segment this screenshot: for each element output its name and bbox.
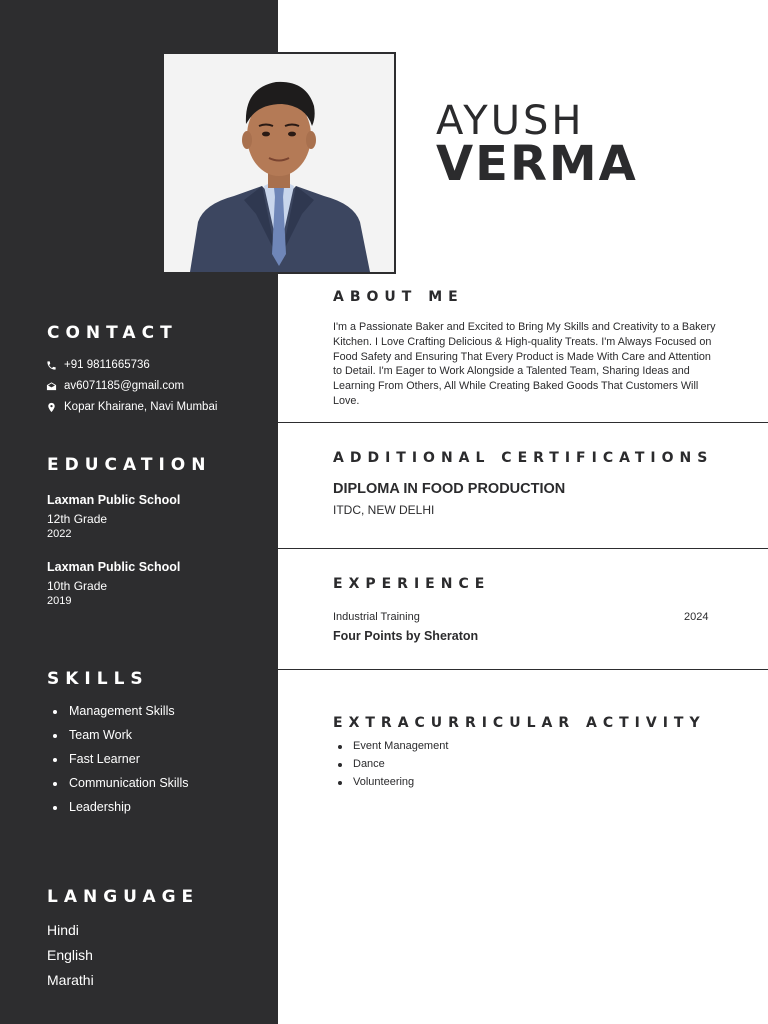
extracurricular-heading: EXTRACURRICULAR ACTIVITY — [333, 715, 706, 731]
certifications-heading: ADDITIONAL CERTIFICATIONS — [333, 450, 714, 466]
language-heading: LANGUAGE — [47, 887, 200, 907]
education-grade: 12th Grade — [47, 512, 108, 526]
extracurricular-item: Dance — [336, 758, 448, 776]
section-divider — [278, 422, 768, 423]
certification-title: DIPLOMA IN FOOD PRODUCTION — [333, 481, 566, 497]
phone-icon — [46, 360, 57, 371]
name-first: AYUSH — [436, 98, 585, 144]
section-divider — [278, 669, 768, 670]
skill-item: Fast Learner — [51, 752, 188, 776]
language-item: Hindi — [47, 922, 79, 938]
education-school: Laxman Public School — [47, 560, 181, 574]
name-last: VERMA — [436, 136, 638, 192]
contact-heading: CONTACT — [47, 323, 178, 343]
experience-company: Four Points by Sheraton — [333, 629, 479, 643]
skills-list — [51, 704, 188, 824]
language-item: Marathi — [47, 972, 94, 988]
education-item — [47, 493, 180, 540]
skills-heading: SKILLS — [47, 669, 149, 689]
section-divider — [278, 548, 768, 549]
experience-role: Industrial Training — [333, 611, 420, 623]
education-item — [47, 560, 180, 607]
portrait-illustration — [164, 54, 394, 272]
about-text: I'm a Passionate Baker and Excited to Bring My Skills and Creativity to a Bakery Kitchen. I Love Crafting Delicious & High-quality Treats. I'm Always Focused on Food Safety and Ensuring That Every Product is Made With Care and Attention to Detail. I'm Eager to Work Alongside a Talented Team, Sharing Ideas and Learning From Others, All While Creating Baked Goods That Customers Will Love. — [333, 321, 716, 407]
education-heading: EDUCATION — [47, 455, 212, 475]
contact-location — [46, 401, 217, 413]
email-text: av6071185@gmail.com — [64, 380, 185, 392]
about-heading: ABOUT ME — [333, 289, 464, 305]
location-text: Kopar Khairane, Navi Mumbai — [64, 401, 218, 413]
location-pin-icon — [46, 402, 57, 413]
phone-text: +91 9811665736 — [64, 359, 150, 371]
skill-item: Leadership — [51, 800, 188, 824]
mail-icon — [46, 381, 57, 392]
language-list — [47, 922, 94, 997]
skill-item: Team Work — [51, 728, 188, 752]
contact-email — [46, 380, 184, 392]
extracurricular-item: Event Management — [336, 740, 448, 758]
language-item: English — [47, 947, 93, 963]
education-year: 2022 — [47, 528, 72, 540]
certification-place: ITDC, NEW DELHI — [333, 503, 435, 517]
profile-photo — [162, 52, 396, 274]
extracurricular-item: Volunteering — [336, 776, 448, 794]
contact-phone — [46, 359, 150, 371]
skill-item: Communication Skills — [51, 776, 188, 800]
skill-item: Management Skills — [51, 704, 188, 728]
extracurricular-list — [336, 740, 448, 794]
education-year: 2019 — [47, 595, 72, 607]
education-grade: 10th Grade — [47, 579, 108, 593]
experience-year: 2024 — [684, 611, 709, 623]
education-school: Laxman Public School — [47, 493, 181, 507]
experience-heading: EXPERIENCE — [333, 576, 491, 592]
